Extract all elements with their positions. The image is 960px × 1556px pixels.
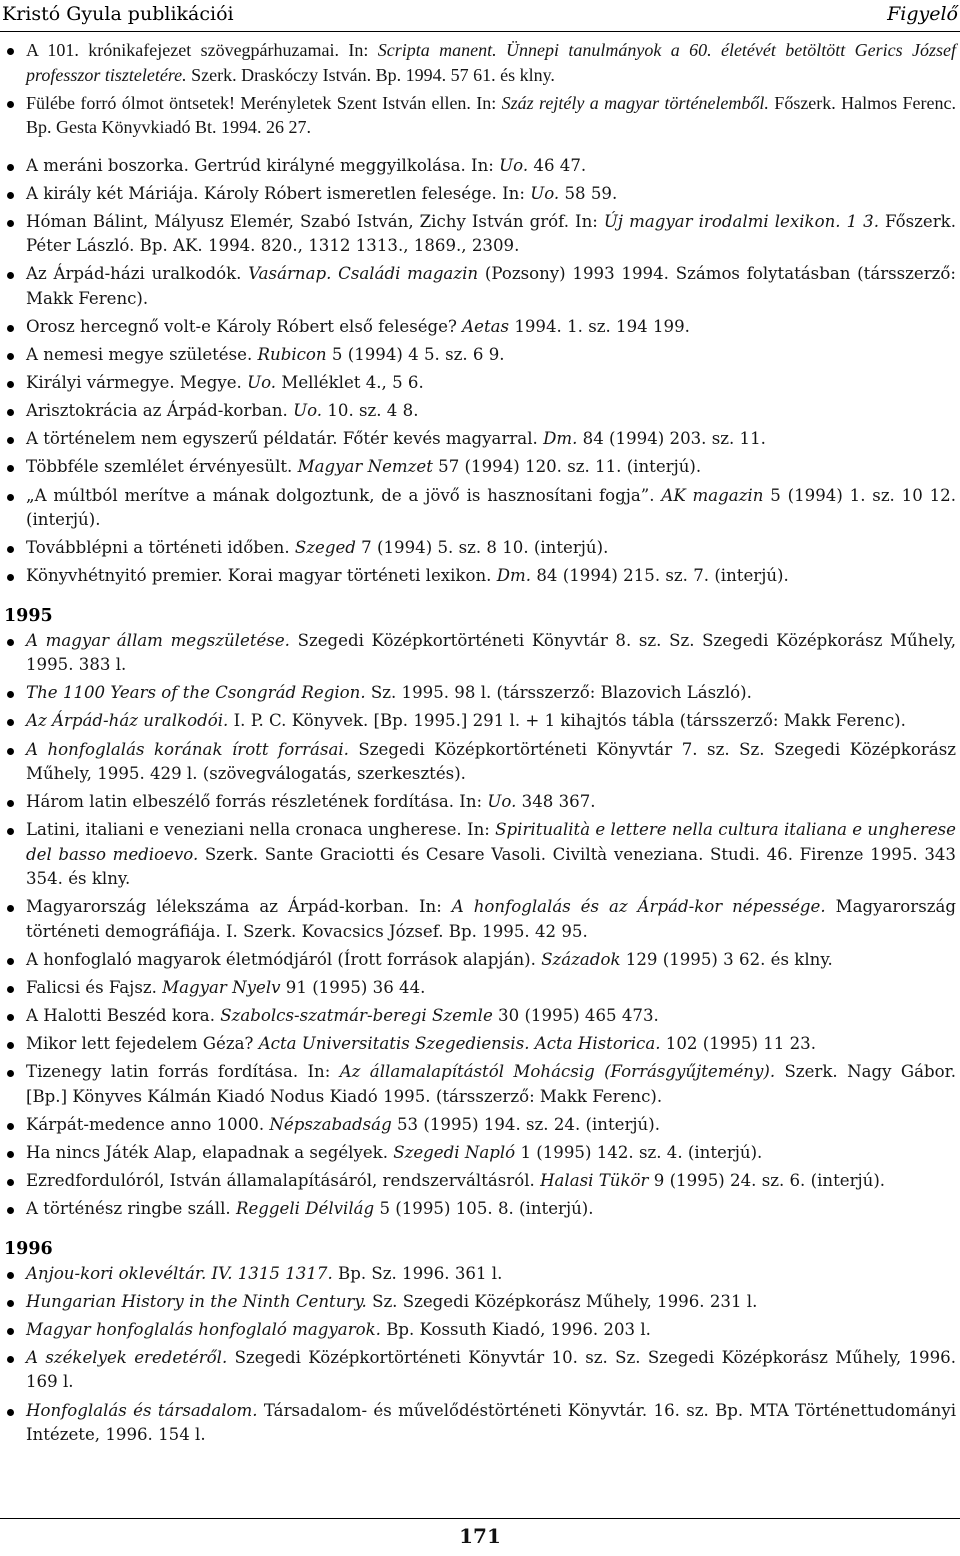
entry-text: Főszerk. Halmos Ferenc. Bp. Gesta Könyvkiadó Bt. 1994. 26 27. [26,92,956,138]
list-item [0,1004,960,1029]
entry-title-italic: Századok [541,949,621,969]
entry-text: Szerk. Sante Graciotti és Cesare Vasoli. Civiltà veneziana. Studi. 46. Firenze 1995. 343 354. és klny. [26,844,956,889]
entry-title-italic: Szabolcs-szatmár-beregi Szemle [220,1006,493,1026]
entry-text: Társadalom- és művelődéstörténeti Könyvtár. 16. sz. Bp. MTA Történettudományi Intézete, 1996. 154 l. [26,1400,956,1444]
bullet-icon [7,1014,14,1021]
year-section [0,38,960,140]
entry-title-italic: Dm. [496,566,532,586]
list-item [0,315,960,340]
header-author: Kristó Gyula publikációi [2,3,234,25]
entry-text: Bp. Sz. 1996. 361 l. [332,1263,503,1283]
entry-title-italic: Scripta manent. Ünnepi tanulmányok a 60. életévét betöltött Gerics József professzor tiszteletére. [26,40,956,85]
entry-text: Orosz hercegnő volt-e Károly Róbert első felesége? [26,316,463,336]
year-heading: 1995 [4,605,53,626]
entry-text: Három latin elbeszélő forrás részletének fordítása. In: [26,792,488,812]
bullet-icon [7,437,14,444]
list-item [0,948,960,973]
entry-title-italic: AK magazin [661,485,764,505]
entry-text: 46 47. [528,155,587,175]
entry-text: Tizenegy latin forrás fordítása. In: [26,1062,340,1082]
list-item [0,484,960,533]
bullet-icon [7,719,14,726]
year-heading: 1996 [4,1238,53,1259]
entry-text: Királyi vármegye. Megye. [26,373,248,393]
list-item [0,38,960,87]
list-item [0,1346,960,1395]
bullet-icon [7,494,14,501]
list-item [0,182,960,207]
list-item [0,262,960,311]
list-item [0,1032,960,1057]
bibliography-list [0,38,960,1462]
entry-text: 84 (1994) 203. sz. 11. [577,429,766,449]
entry-title-italic: A honfoglalás korának írott forrásai. [26,739,349,759]
entry-text: 57 (1994) 120. sz. 11. (interjú). [432,457,702,477]
entry-title-italic: Az Árpád-ház uralkodói. [26,711,229,731]
entry-text: 30 (1995) 465 473. [492,1006,659,1026]
list-item [0,1113,960,1138]
entry-title-italic: Uo. [247,373,277,393]
footer-rule [0,1518,960,1519]
list-item [0,154,960,179]
bullet-icon [7,905,14,912]
list-item [0,1169,960,1194]
entry-title-italic: Dm. [543,429,578,449]
entry-text: Többféle szemlélet érvényesült. [26,457,298,477]
entry-text: I. P. C. Könyvek. [Bp. 1995.] 291 l. + 1 kihajtós tábla (társszerző: Makk Ferenc). [228,711,906,731]
bullet-icon [7,1179,14,1186]
bullet-icon [7,48,14,55]
entry-title-italic: Rubicon [257,345,327,365]
entry-title-italic: Uo. [293,401,323,421]
entry-title-italic: Magyar honfoglalás honfoglaló magyarok. [26,1319,381,1339]
entry-title-italic: Hungarian History in the Ninth Century. [26,1291,367,1311]
list-item [0,976,960,1001]
entry-text: A történész ringbe száll. [26,1199,236,1219]
bullet-icon [7,325,14,332]
entry-title-italic: Szegedi Napló [393,1142,516,1162]
bullet-icon [7,465,14,472]
entry-title-italic: Száz rejtély a magyar történelemből. [501,92,769,113]
entry-text: Sz. 1995. 98 l. (társszerző: Blazovich László). [365,683,752,703]
bullet-icon [7,1070,14,1077]
entry-title-italic: Magyar Nyelv [162,977,281,997]
bullet-icon [7,958,14,965]
entry-text: Szerk. Nagy Gábor. [Bp.] Könyves Kálmán Kiadó Nodus Kiadó 1995. (társszerző: Makk Ferenc). [26,1062,957,1106]
entry-text: Hóman Bálint, Mályusz Elemér, Szabó István, Zichy István gróf. In: [26,211,604,231]
list-item [0,91,960,140]
entry-text: Ezredfordulóról, István államalapításáról, rendszerváltásról. [26,1171,541,1191]
entry-title-italic: Népszabadság [269,1114,392,1134]
list-item [0,629,960,678]
entry-list [0,154,960,589]
entry-title-italic: The 1100 Years of the Csongrád Region. [26,683,366,703]
bullet-icon [7,639,14,646]
entry-text: A 101. krónikafejezet szövegpárhuzamai. In: [26,40,378,60]
entry-text: Latini, italiani e veneziani nella cronaca ungherese. In: [26,820,496,840]
entry-text: 7 (1994) 5. sz. 8 10. (interjú). [355,538,609,558]
entry-text: 102 (1995) 11 23. [660,1034,816,1054]
list-item [0,1141,960,1166]
bullet-icon [7,272,14,279]
bullet-icon [7,1272,14,1279]
list-item [0,427,960,452]
entry-title-italic: Spiritualità e lettere nella cultura italiana e ungherese del basso medioevo. [26,820,956,864]
bullet-icon [7,1356,14,1363]
list-item [0,536,960,561]
entry-list [0,38,960,140]
entry-title-italic: Anjou-kori oklevéltár. IV. 1315 1317. [26,1263,333,1283]
bullet-icon [7,691,14,698]
year-section [0,1236,960,1448]
entry-title-italic: Vasárnap. Családi magazin [248,264,479,284]
entry-title-italic: A honfoglalás és az Árpád-kor népessége. [451,897,826,917]
entry-text: 1 (1995) 142. sz. 4. (interjú). [515,1142,763,1162]
bullet-icon [7,192,14,199]
entry-text: „A múltból merítve a mának dolgoztunk, de a jövő is hasznosítani fogja”. [26,485,662,505]
list-item [0,681,960,706]
entry-text: Szegedi Középkortörténeti Könyvtár 7. sz. Sz. Szegedi Középkorász Műhely, 1995. 429 l. (szövegválogatás, szerkesztés). [26,739,956,783]
entry-text: 5 (1994) 4 5. sz. 6 9. [326,345,505,365]
entry-text: Könyvhétnyitó premier. Korai magyar történeti lexikon. [26,566,497,586]
entry-text: 84 (1994) 215. sz. 7. (interjú). [531,566,789,586]
list-item [0,738,960,787]
entry-title-italic: Honfoglalás és társadalom. [26,1400,258,1420]
bullet-icon [7,748,14,755]
entry-text: Melléklet 4., 5 6. [276,373,424,393]
bullet-icon [7,1207,14,1214]
bullet-icon [7,101,14,108]
entry-title-italic: Szeged [294,538,356,558]
header-rule [0,31,960,32]
list-item [0,1290,960,1315]
list-item [0,371,960,396]
bullet-icon [7,800,14,807]
entry-text: 5 (1994) 1. sz. 10 12. (interjú). [26,485,956,530]
entry-text: Kárpát-medence anno 1000. [26,1114,270,1134]
entry-text: 9 (1995) 24. sz. 6. (interjú). [648,1171,886,1191]
entry-text: Mikor lett fejedelem Géza? [26,1034,259,1054]
bullet-icon [7,828,14,835]
bullet-icon [7,381,14,388]
entry-text: A meráni boszorka. Gertrúd királyné meggyilkolása. In: [26,155,500,175]
entry-text: 58 59. [559,183,618,203]
entry-text: Bp. Kossuth Kiadó, 1996. 203 l. [380,1319,651,1339]
entry-text: Ha nincs Játék Alap, elapadnak a segélyek. [26,1142,394,1162]
bullet-icon [7,353,14,360]
entry-text: A nemesi megye születése. [26,345,258,365]
entry-title-italic: Uo. [487,792,517,812]
bullet-icon [7,220,14,227]
year-section [0,603,960,1222]
entry-title-italic: A magyar állam megszületése. [26,630,290,650]
entry-text: A történelem nem egyszerű példatár. Főtér kevés magyarral. [26,429,544,449]
bullet-icon [7,986,14,993]
list-item [0,1262,960,1287]
entry-text: Falicsi és Fajsz. [26,977,163,997]
entry-title-italic: Aetas [462,316,510,336]
entry-title-italic: Halasi Tükör [540,1171,649,1191]
bullet-icon [7,546,14,553]
entry-text: Magyarország történeti demográfiája. I. Szerk. Kovacsics József. Bp. 1995. 42 95. [26,897,956,941]
bullet-icon [7,1409,14,1416]
entry-text: Továbblépni a történeti időben. [26,538,295,558]
list-item [0,709,960,734]
entry-title-italic: Acta Universitatis Szegediensis. Acta Historica. [258,1034,661,1054]
bullet-icon [7,574,14,581]
entry-text: 10. sz. 4 8. [322,401,419,421]
list-item [0,210,960,259]
list-item [0,455,960,480]
bullet-icon [7,1123,14,1130]
page-number: 171 [459,1524,501,1548]
entry-text: Szerk. Draskóczy István. Bp. 1994. 57 61. és klny. [186,64,555,85]
list-item [0,564,960,589]
bullet-icon [7,1151,14,1158]
year-section [0,154,960,589]
entry-text: Fülébe forró ólmot öntsetek! Merényletek Szent István ellen. In: [26,92,502,113]
bullet-icon [7,409,14,416]
entry-title-italic: A székelyek eredetéről. [26,1347,228,1367]
entry-text: A király két Máriája. Károly Róbert ismeretlen felesége. In: [26,183,531,203]
list-item [0,1318,960,1343]
entry-title-italic: Új magyar irodalmi lexikon. 1 3. [603,211,880,231]
entry-title-italic: Magyar Nemzet [297,457,433,477]
entry-text: 91 (1995) 36 44. [280,977,426,997]
list-item [0,1399,960,1448]
entry-text: Arisztokrácia az Árpád-korban. [26,401,294,421]
entry-title-italic: Reggeli Délvilág [235,1199,375,1219]
entry-list [0,1262,960,1448]
list-item [0,1060,960,1109]
entry-text: 348 367. [516,792,596,812]
entry-title-italic: Az államalapítástól Mohácsig (Forrásgyűjtemény). [339,1062,776,1082]
entry-title-italic: Uo. [530,183,560,203]
entry-text: 53 (1995) 194. sz. 24. (interjú). [391,1114,660,1134]
entry-text: Az Árpád-házi uralkodók. [26,264,249,284]
entry-title-italic: Uo. [499,155,529,175]
entry-text: Magyarország lélekszáma az Árpád-korban. In: [26,897,452,917]
entry-text: 5 (1995) 105. 8. (interjú). [374,1199,594,1219]
entry-text: (Pozsony) 1993 1994. Számos folytatásban (társszerző: Makk Ferenc). [26,264,957,308]
list-item [0,1197,960,1222]
bullet-icon [7,1328,14,1335]
list-item [0,818,960,892]
header-section: Figyelő [887,3,958,25]
entry-text: 1994. 1. sz. 194 199. [509,316,690,336]
entry-text: A honfoglaló magyarok életmódjáról (Írott források alapján). [26,949,542,969]
list-item [0,790,960,815]
list-item [0,399,960,424]
entry-text: 129 (1995) 3 62. és klny. [620,949,833,969]
bullet-icon [7,164,14,171]
entry-text: Főszerk. Péter László. Bp. AK. 1994. 820., 1312 1313., 1869., 2309. [26,211,956,256]
entry-text: Szegedi Középkortörténeti Könyvtár 10. sz. Sz. Szegedi Középkorász Műhely, 1996. 169 l. [26,1347,956,1392]
list-item [0,343,960,368]
bullet-icon [7,1042,14,1049]
list-item [0,895,960,944]
bullet-icon [7,1300,14,1307]
entry-text: A Halotti Beszéd kora. [26,1006,221,1026]
entry-text: Szegedi Középkortörténeti Könyvtár 8. sz. Sz. Szegedi Középkorász Műhely, 1995. 383 l. [26,630,956,675]
running-header [2,3,958,29]
entry-list [0,629,960,1222]
entry-text: Sz. Szegedi Középkorász Műhely, 1996. 231 l. [366,1291,758,1311]
